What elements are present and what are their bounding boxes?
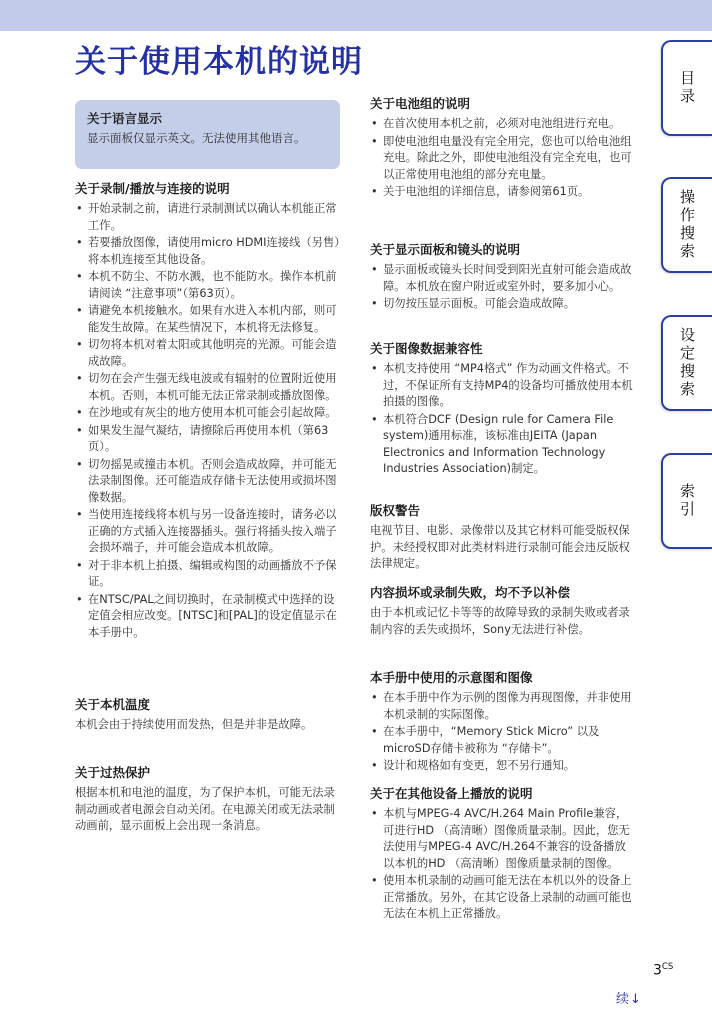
section-overheat-protection <box>75 764 340 835</box>
list-item: • 如果发生湿气凝结，请擦除后再使用本机（第63页）。 <box>75 423 340 456</box>
list-item: • 在沙地或有灰尘的地方使用本机可能会引起故障。 <box>75 405 340 422</box>
language-note-box <box>75 100 340 169</box>
section-data-compatibility <box>370 340 634 479</box>
section-heading: 关于图像数据兼容性 <box>370 341 483 356</box>
section-illustrations <box>370 669 634 776</box>
section-no-compensation <box>370 584 634 638</box>
section-text: 根据本机和电池的温度，为了保护本机，可能无法录制动画或者电源会自动关闭。在电源关闭或无法录制动画前，显示面板上会出现一条消息。 <box>75 786 335 832</box>
section-text: 电视节目、电影、录像带以及其它材料可能受版权保护。未经授权即对此类材料进行录制可能会违反版权法律规定。 <box>370 524 630 570</box>
list-item: • 对于非本机上拍摄、编辑或构图的动画播放不予保证。 <box>75 558 340 591</box>
bullet-list <box>370 361 634 478</box>
section-heading: 关于显示面板和镜头的说明 <box>370 242 521 257</box>
section-battery <box>370 95 634 202</box>
list-item: • 本机不防尘、不防水溅，也不能防水。操作本机前请阅读 “注意事项”（第63页）。 <box>75 269 340 302</box>
section-recording-playback <box>75 180 340 642</box>
list-item: • 切勿在会产生强无线电波或有辐射的位置附近使用本机。否则，本机可能无法正常录制或播放图像。 <box>75 371 340 404</box>
tab-label: 操作搜索 <box>678 189 696 261</box>
top-band <box>0 0 712 31</box>
list-item: • 在首次使用本机之前，必须对电池组进行充电。 <box>370 116 634 133</box>
list-item: • 在NTSC/PAL之间切换时，在录制模式中选择的设定值会相应改变。[NTSC]和[PAL]的设定值显示在本手册中。 <box>75 592 340 642</box>
list-item: • 使用本机录制的动画可能无法在本机以外的设备上正常播放。另外，在其它设备上录制的动画可能也无法在本机上正常播放。 <box>370 873 634 923</box>
section-heading: 版权警告 <box>370 503 421 518</box>
list-item: • 设计和规格如有变更，恕不另行通知。 <box>370 758 634 775</box>
section-display-lens <box>370 241 634 314</box>
list-item: • 本机支持使用 “MP4格式” 作为动画文件格式。不过，不保证所有支持MP4的设备均可播放使用本机拍摄的图像。 <box>370 361 634 411</box>
list-item: • 显示面板或镜头长时间受到阳光直射可能会造成故障。本机放在窗户附近或室外时，要多加小心。 <box>370 262 634 295</box>
continued-label: 续 <box>616 992 630 1007</box>
section-heading: 本手册中使用的示意图和图像 <box>370 670 533 685</box>
section-heading: 关于在其他设备上播放的说明 <box>370 786 533 801</box>
arrow-down-icon: ↓ <box>630 992 641 1007</box>
list-item: • 在本手册中，“Memory Stick Micro” 以及microSD存储卡被称为 “存储卡”。 <box>370 724 634 757</box>
section-other-devices <box>370 785 634 924</box>
tab-operation-search[interactable] <box>661 177 712 273</box>
section-text: 由于本机或记忆卡等等的故障导致的录制失败或者录制内容的丢失或损坏，Sony无法进行补偿。 <box>370 606 630 636</box>
list-item: • 在本手册中作为示例的图像为再现图像，并非使用本机录制的实际图像。 <box>370 690 634 723</box>
list-item: • 切勿按压显示面板。可能会造成故障。 <box>370 296 634 313</box>
list-item: • 本机符合DCF (Design rule for Camera File system)通用标准，该标准由JEITA (Japan Electronics and Information Technology Industries Association)制定。 <box>370 412 634 478</box>
list-item: • 若要播放图像，请使用micro HDMI连接线（另售）将本机连接至其他设备。 <box>75 235 340 268</box>
list-item: • 本机与MPEG-4 AVC/H.264 Main Profile兼容，可进行HD （高清晰）图像质量录制。因此，您无法使用与MPEG-4 AVC/H.264不兼容的设备播放以本机的HD （高清晰）图像质量录制的图像。 <box>370 806 634 872</box>
tab-settings-search[interactable] <box>661 315 712 411</box>
note-heading: 关于语言显示 <box>87 111 163 126</box>
bullet-list <box>75 201 340 641</box>
list-item: • 请避免本机接触水。如果有水进入本机内部，则可能发生故障。在某些情况下，本机将无法修复。 <box>75 303 340 336</box>
bullet-list <box>370 262 634 313</box>
page-number <box>653 962 673 979</box>
list-item: • 切勿将本机对着太阳或其他明亮的光源。可能会造成故障。 <box>75 337 340 370</box>
list-item: • 切勿摇晃或撞击本机。否则会造成故障，并可能无法录制图像。还可能造成存储卡无法使用或损坏图像数据。 <box>75 457 340 507</box>
tab-label: 设定搜索 <box>678 327 696 399</box>
tab-index[interactable] <box>661 453 712 549</box>
section-unit-temperature <box>75 696 340 734</box>
section-heading: 关于本机温度 <box>75 697 151 712</box>
page-suffix: CS <box>661 962 674 972</box>
list-item: • 即使电池组电量没有完全用完，您也可以给电池组充电。除此之外，即使电池组没有完全充电，也可以正常使用电池组的部分充电量。 <box>370 134 634 184</box>
bullet-list <box>370 690 634 775</box>
section-copyright <box>370 502 634 573</box>
page-title: 关于使用本机的说明 <box>75 44 363 80</box>
list-item: • 关于电池组的详细信息，请参阅第61页。 <box>370 184 634 201</box>
section-heading: 关于录制/播放与连接的说明 <box>75 181 230 196</box>
list-item: • 开始录制之前，请进行录制测试以确认本机能正常工作。 <box>75 201 340 234</box>
page-number-value: 3 <box>653 962 662 979</box>
section-heading: 关于电池组的说明 <box>370 96 471 111</box>
tab-label: 索引 <box>678 483 696 519</box>
list-item: • 当使用连接线将本机与另一设备连接时，请务必以正确的方式插入连接器插头。强行将插头按入端子会损坏端子，并可能会造成本机故障。 <box>75 507 340 557</box>
section-heading: 关于过热保护 <box>75 765 151 780</box>
note-text: 显示面板仅显示英文。无法使用其他语言。 <box>87 131 306 145</box>
bullet-list <box>370 116 634 201</box>
tab-label: 目录 <box>678 70 696 106</box>
tab-contents[interactable] <box>661 40 712 136</box>
section-text: 本机会由于持续使用而发热，但是并非是故障。 <box>75 718 313 731</box>
bullet-list <box>370 806 634 923</box>
continued-link[interactable] <box>616 988 641 1007</box>
section-heading: 内容损坏或录制失败，均不予以补偿 <box>370 585 571 600</box>
